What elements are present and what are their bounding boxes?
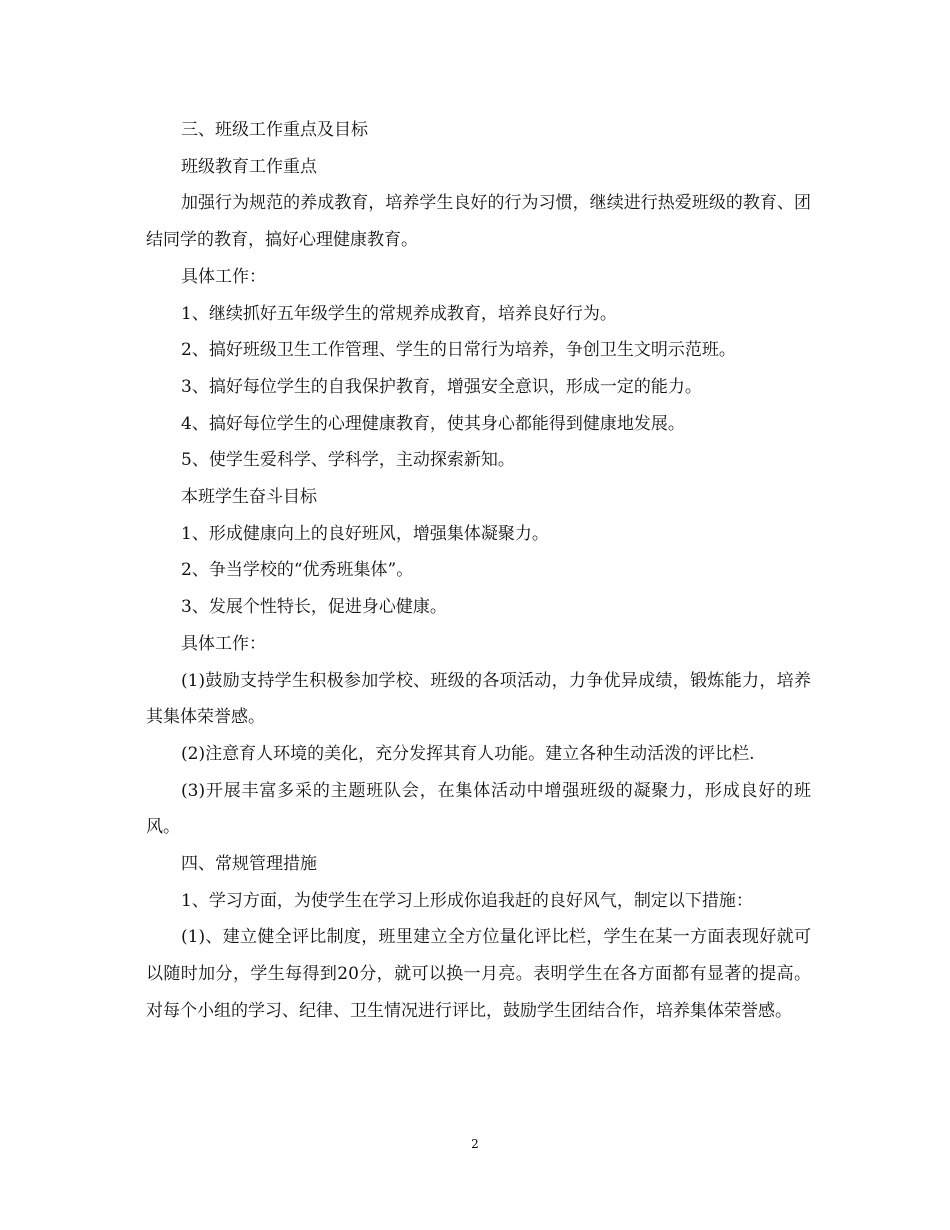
list-item: 5、使学生爱科学、学科学，主动探索新知。 — [181, 450, 515, 471]
list-item: 2、搞好班级卫生工作管理、学生的日常行为培养，争创卫生文明示范班。 — [181, 340, 736, 361]
section-heading: 四、常规管理措施 — [181, 854, 317, 875]
list-item: 2、争当学校的“优秀班集体”。 — [181, 560, 414, 581]
list-item: (1)、建立健全评比制度，班里建立全方位量化评比栏，学生在某一方面表现好就可以随时加分，学生每得到20分，就可以换一月亮。表明学生在各方面都有显著的提高。对每个小组的学习、纪律、卫生情况进行评比，鼓励学生团结合作，培养集体荣誉感。 — [146, 927, 811, 1021]
section-heading: 三、班级工作重点及目标 — [181, 120, 368, 140]
paragraph-label: 具体工作： — [181, 633, 266, 654]
list-item: (3)开展丰富多采的主题班队会，在集体活动中增强班级的凝聚力，形成良好的班风。 — [146, 780, 811, 838]
paragraph-label: 具体工作： — [181, 266, 266, 287]
list-item: (1)鼓励支持学生积极参加学校、班级的各项活动，力争优异成绩，锻炼能力，培养其集体荣誉感。 — [146, 670, 811, 728]
list-item: 1、学习方面，为使学生在学习上形成你追我赶的良好风气，制定以下措施： — [181, 890, 753, 911]
document-body — [146, 112, 811, 1030]
list-item: 1、继续抓好五年级学生的常规养成教育，培养良好行为。 — [181, 303, 617, 324]
subsection-heading: 本班学生奋斗目标 — [181, 487, 317, 508]
page-number: 2 — [471, 1137, 479, 1151]
list-item: 4、搞好每位学生的心理健康教育，使其身心都能得到健康地发展。 — [181, 413, 685, 434]
subsection-heading: 班级教育工作重点 — [181, 156, 317, 177]
list-item: 3、搞好每位学生的自我保护教育，增强安全意识，形成一定的能力。 — [181, 376, 702, 397]
list-item: (2)注意育人环境的美化，充分发挥其育人功能。建立各种生动活泼的评比栏. — [181, 743, 755, 764]
paragraph: 加强行为规范的养成教育，培养学生良好的行为习惯，继续进行热爱班级的教育、团结同学的教育，搞好心理健康教育。 — [146, 193, 811, 251]
list-item: 1、形成健康向上的良好班风，增强集体凝聚力。 — [181, 523, 549, 544]
list-item: 3、发展个性特长，促进身心健康。 — [181, 597, 447, 618]
